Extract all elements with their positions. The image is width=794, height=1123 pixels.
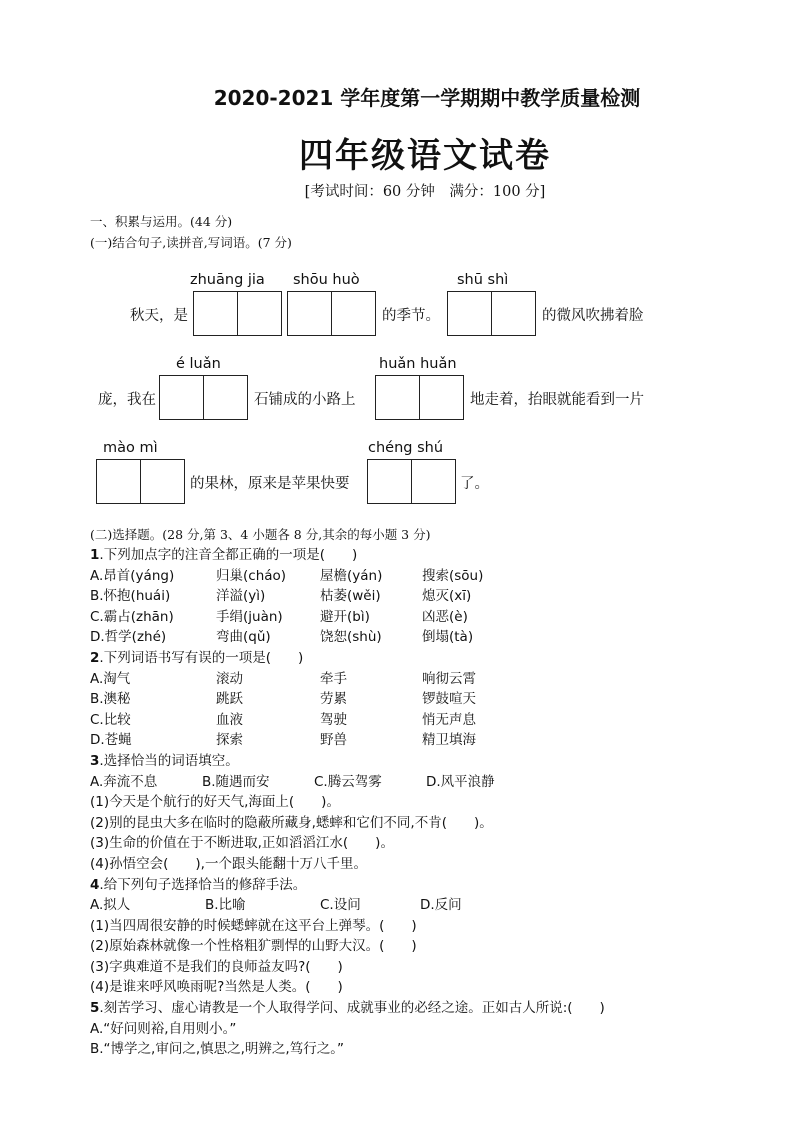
- pinyin-eluan: é luǎn: [176, 356, 221, 372]
- line2-text-a: 庞，我在: [98, 392, 156, 408]
- answer-box-eluan[interactable]: [159, 375, 248, 420]
- q1-cell: C.霸占(zhān): [90, 608, 174, 625]
- q2-cell: 劳累: [320, 691, 347, 708]
- q4-stem-text: .给下列句子选择恰当的修辞手法。: [99, 876, 307, 893]
- q1-option-row: [90, 607, 730, 628]
- q5-stem: [90, 998, 730, 1019]
- q5-option: A.“好问则裕,自用则小。”: [90, 1020, 237, 1037]
- section-heading: 一、积累与运用。(44 分): [90, 214, 233, 229]
- q2-cell: B.澳秘: [90, 691, 131, 708]
- q1-cell: 屋檐(yán): [320, 567, 383, 584]
- q4-item: (3)字典难道不是我们的良师益友吗?( ): [90, 958, 343, 975]
- part2-heading: (二)选择题。(28 分,第 3、4 小题各 8 分,其余的每小题 3 分): [90, 527, 431, 542]
- q2-cell: 锣鼓喧天: [422, 691, 476, 708]
- line3-text-a: 的果林，原来是苹果快要: [190, 476, 350, 492]
- answer-box-huanhuan[interactable]: [375, 375, 464, 420]
- q3-number: 3: [90, 752, 100, 769]
- q5-option: B.“博学之,审问之,慎思之,明辨之,笃行之。”: [90, 1041, 344, 1058]
- q4-item: (2)原始森林就像一个性格粗犷剽悍的山野大汉。( ): [90, 938, 417, 955]
- pinyin-shouhuo: shōu huò: [293, 272, 360, 288]
- q3-option: C.腾云驾雾: [314, 773, 382, 790]
- q1-option-row: [90, 566, 730, 587]
- line3-text-b: 了。: [460, 476, 489, 492]
- q4-item: (4)是谁来呼风唤雨呢?当然是人类。( ): [90, 979, 343, 996]
- q1-cell: 搜索(sōu): [422, 567, 484, 584]
- q2-cell: 牵手: [320, 670, 347, 687]
- q1-option-row: [90, 627, 730, 648]
- q3-option: B.随遇而安: [202, 773, 270, 790]
- q1-option-row: [90, 586, 730, 607]
- q3-options: [90, 772, 730, 793]
- q3-item: (3)生命的价值在于不断进取,正如滔滔江水( )。: [90, 835, 394, 852]
- q1-cell: 避开(bì): [320, 608, 370, 625]
- q2-option-row: [90, 710, 730, 731]
- pinyin-maomi: mào mì: [103, 440, 158, 456]
- line2-text-b: 石铺成的小路上: [254, 392, 356, 408]
- q1-cell: 归巢(cháo): [216, 567, 287, 584]
- q2-stem: [90, 648, 730, 669]
- q4-option: B.比喻: [205, 897, 246, 914]
- q1-cell: D.哲学(zhé): [90, 629, 167, 646]
- q2-cell: 悄无声息: [422, 711, 476, 728]
- q3-stem-text: .选择恰当的词语填空。: [99, 752, 239, 769]
- q2-cell: C.比较: [90, 711, 131, 728]
- q1-stem: [90, 545, 730, 566]
- answer-box-zhuangjia[interactable]: [193, 291, 282, 336]
- q1-cell: 凶恶(è): [422, 608, 468, 625]
- q4-number: 4: [90, 876, 100, 893]
- q3-item: (4)孙悟空会( ),一个跟头能翻十万八千里。: [90, 855, 367, 872]
- q2-cell: 跳跃: [216, 691, 243, 708]
- q1-cell: 倒塌(tà): [422, 629, 474, 646]
- q2-cell: 精卫填海: [422, 732, 476, 749]
- q1-cell: A.昂首(yáng): [90, 567, 175, 584]
- q1-cell: 枯萎(wěi): [320, 588, 381, 605]
- q2-cell: 探索: [216, 732, 243, 749]
- q4-option: C.设问: [320, 897, 361, 914]
- q2-number: 2: [90, 649, 100, 666]
- q2-cell: D.苍蝇: [90, 732, 132, 749]
- exam-subtitle: 2020-2021 学年度第一学期期中教学质量检测: [213, 86, 641, 110]
- q3-option: D.风平浪静: [426, 773, 495, 790]
- pinyin-huanhuan: huǎn huǎn: [379, 356, 457, 372]
- q3-stem: [90, 751, 730, 772]
- q2-cell: A.淘气: [90, 670, 131, 687]
- q1-cell: 弯曲(qǔ): [216, 629, 271, 646]
- line2-text-c: 地走着，抬眼就能看到一片: [470, 392, 644, 408]
- q3-option: A.奔流不息: [90, 773, 158, 790]
- exam-info: [考试时间：60 分钟 满分：100 分]: [304, 184, 546, 200]
- q2-stem-text: .下列词语书写有误的一项是( ): [99, 649, 304, 666]
- q4-option: A.拟人: [90, 897, 131, 914]
- exam-title: 四年级语文试卷: [299, 136, 551, 176]
- q4-stem: [90, 875, 730, 896]
- q1-number: 1: [90, 547, 100, 563]
- q5-number: 5: [90, 1000, 100, 1017]
- q5-stem-text: .刻苦学习、虚心请教是一个人取得学问、成就事业的必经之途。正如古人所说:( ): [99, 1000, 605, 1017]
- answer-box-shouhuo[interactable]: [287, 291, 376, 336]
- pinyin-shushi: shū shì: [457, 272, 509, 288]
- q4-options: [90, 895, 730, 916]
- q4-option: D.反问: [420, 897, 462, 914]
- pinyin-chengshu: chéng shú: [368, 440, 444, 456]
- q1-cell: 洋溢(yì): [216, 588, 266, 605]
- line1-text-c: 的微风吹拂着脸: [542, 308, 644, 324]
- q1-cell: 熄灭(xī): [422, 588, 472, 605]
- q2-cell: 驾驶: [320, 711, 347, 728]
- answer-box-chengshu[interactable]: [367, 459, 456, 504]
- q1-stem-text: .下列加点字的注音全都正确的一项是( ): [99, 547, 358, 563]
- q1-cell: 饶恕(shù): [320, 629, 382, 646]
- answer-box-maomi[interactable]: [96, 459, 185, 504]
- line1-text-a: 秋天，是: [130, 308, 188, 324]
- answer-box-shushi[interactable]: [447, 291, 536, 336]
- q2-cell: 野兽: [320, 732, 347, 749]
- q1-cell: B.怀抱(huái): [90, 588, 171, 605]
- q2-cell: 响彻云霄: [422, 670, 476, 687]
- q3-item: (1)今天是个航行的好天气,海面上( )。: [90, 794, 340, 811]
- part1-heading: (一)结合句子,读拼音,写词语。(7 分): [90, 235, 292, 250]
- q1-cell: 手绢(juàn): [216, 608, 283, 625]
- q2-option-row: [90, 669, 730, 690]
- q2-cell: 血液: [216, 711, 243, 728]
- q4-item: (1)当四周很安静的时候蟋蟀就在这平台上弹琴。( ): [90, 917, 417, 934]
- q3-item: (2)别的昆虫大多在临时的隐蔽所藏身,蟋蟀和它们不同,不肯( )。: [90, 814, 493, 831]
- questions-block: [90, 545, 730, 1060]
- q2-option-row: [90, 689, 730, 710]
- q2-cell: 滚动: [216, 670, 243, 687]
- line1-text-b: 的季节。: [382, 308, 440, 324]
- pinyin-zhuangjia: zhuāng jia: [190, 272, 265, 288]
- q2-option-row: [90, 730, 730, 751]
